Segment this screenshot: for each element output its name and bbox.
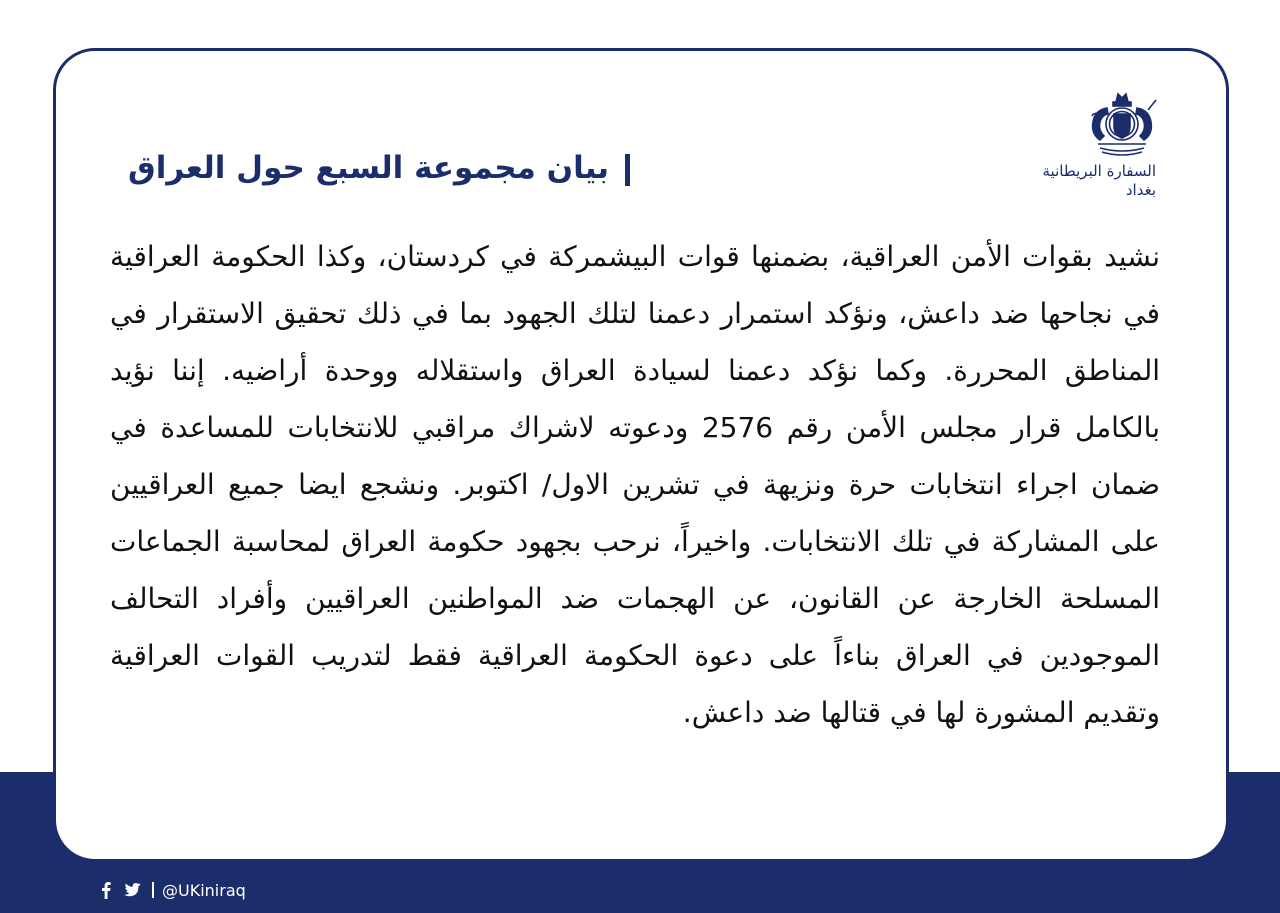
twitter-handle[interactable]: @UKiniraq: [162, 880, 246, 900]
embassy-name: السفارة البريطانية: [1042, 162, 1156, 180]
royal-coat-of-arms-logo: [1080, 88, 1164, 160]
statement-body: نشيد بقوات الأمن العراقية، بضمنها قوات البيشمركة في كردستان، وكذا الحكومة العراقية في نجاحها ضد داعش، ونؤكد استمرار دعمنا لتلك الجهود بما في ذلك تحقيق الاستقرار في المناطق المحررة. وكما نؤكد دعمنا لسيادة العراق واستقلاله ووحدة أراضيه. إننا نؤيد بالكامل قرار مجلس الأمن رقم 2576 ودعوته لاشراك مراقبي للانتخابات للمساعدة في ضمان اجراء انتخابات حرة ونزيهة في تشرين الاول/ اكتوبر. ونشجع ايضا جميع العراقيين على المشاركة في تلك الانتخابات. واخيراً، نرحب بجهود حكومة العراق لمحاسبة الجماعات المسلحة الخارجة عن القانون، عن الهجمات ضد المواطنين العراقيين وأفراد التحالف الموجودين في العراق بناءاً على دعوة الحكومة العراقية فقط لتدريب القوات العراقية وتقديم المشورة لها في قتالها ضد داعش.: [110, 240, 1160, 729]
page-title: بيان مجموعة السبع حول العراق: [128, 150, 609, 186]
embassy-name-block: [960, 162, 1156, 200]
embassy-city: بغداد: [1125, 181, 1156, 199]
twitter-icon[interactable]: [122, 880, 142, 900]
page-title-row: [100, 140, 630, 196]
title-accent-bar: [625, 154, 630, 186]
footer-divider: [152, 882, 154, 898]
facebook-icon[interactable]: [96, 880, 116, 900]
social-footer: [96, 877, 246, 903]
